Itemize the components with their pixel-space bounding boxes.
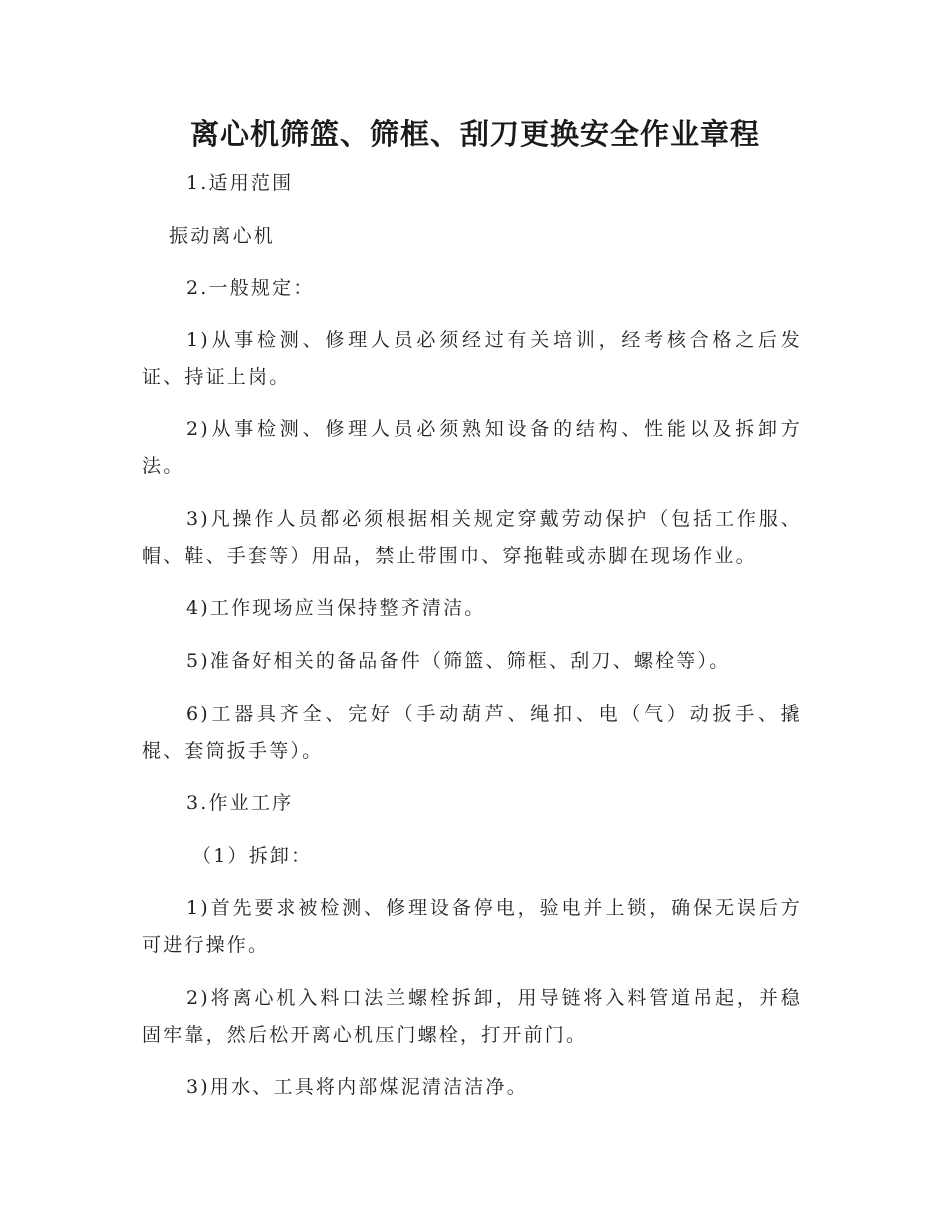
paragraph: 1)从事检测、修理人员必须经过有关培训，经考核合格之后发证、持证上岗。 [142, 329, 802, 388]
section-heading [142, 785, 802, 822]
paragraph-block [142, 411, 802, 485]
paragraph: 3)凡操作人员都必须根据相关规定穿戴劳动保护（包括工作服、帽、鞋、手套等）用品，禁止带围巾、穿拖鞋或赤脚在现场作业。 [142, 508, 802, 567]
document-title: 离心机筛篮、筛框、刮刀更换安全作业章程 [189, 117, 760, 151]
paragraph: 2)将离心机入料口法兰螺栓拆卸，用导链将入料管道吊起，并稳固牢靠，然后松开离心机压门螺栓，打开前门。 [142, 987, 802, 1046]
paragraph-block [142, 696, 802, 770]
section-heading [142, 270, 802, 307]
paragraph: 2)从事检测、修理人员必须熟知设备的结构、性能以及拆卸方法。 [142, 418, 802, 477]
paragraph-block [142, 218, 802, 255]
section-heading [142, 165, 802, 202]
paragraph-block [142, 980, 802, 1054]
paragraph: 3.作业工序 [186, 792, 294, 814]
paragraph-block [142, 322, 802, 396]
paragraph-block [142, 501, 802, 575]
paragraph: 振动离心机 [169, 225, 276, 247]
paragraph-block [142, 1069, 802, 1106]
paragraph: 1)首先要求被检测、修理设备停电，验电并上锁，确保无误后方可进行操作。 [142, 897, 802, 956]
paragraph-block [142, 590, 802, 627]
paragraph: 1.适用范围 [186, 172, 294, 194]
subsection-heading [142, 838, 802, 875]
paragraph: 2.一般规定： [186, 277, 315, 299]
paragraph: 3)用水、工具将内部煤泥清洁洁净。 [186, 1076, 528, 1098]
paragraph: 5)准备好相关的备品备件（筛篮、筛框、刮刀、螺栓等）。 [186, 650, 731, 672]
paragraph-block [142, 643, 802, 680]
paragraph: 4)工作现场应当保持整齐清洁。 [186, 597, 486, 619]
paragraph: 6)工器具齐全、完好（手动葫芦、绳扣、电（气）动扳手、撬棍、套筒扳手等）。 [142, 703, 802, 762]
paragraph: （1）拆卸： [192, 845, 313, 867]
paragraph-block [142, 890, 802, 964]
